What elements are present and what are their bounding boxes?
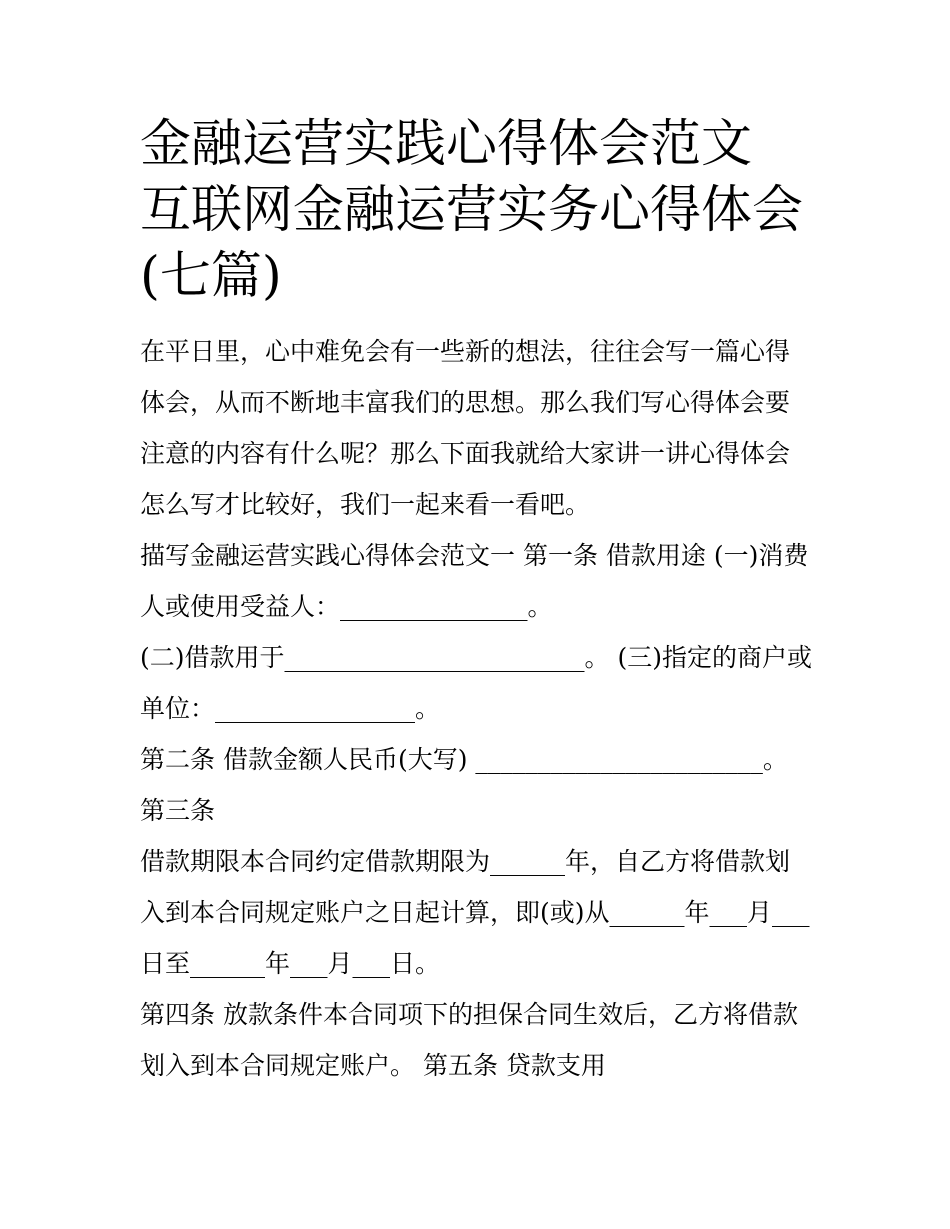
article-two-paragraph: 第二条 借款金额人民币(大写) _______________________。 第三条 bbox=[140, 745, 788, 825]
loan-term-paragraph: 借款期限本合同约定借款期限为______年，自乙方将借款划入到本合同规定账户之日起计算，即(或)从______年___月___日至______年___月___日。 bbox=[140, 847, 810, 978]
loan-purpose-paragraph: (二)借款用于________________________。 (三)指定的商户或单位：________________。 bbox=[140, 643, 812, 723]
intro-paragraph: 在平日里，心中难免会有一些新的想法，往往会写一篇心得体会，从而不断地丰富我们的思想。那么我们写心得体会要注意的内容有什么呢？那么下面我就给大家讲一讲心得体会怎么写才比较好，我们一起来看一看吧。 bbox=[140, 337, 791, 519]
document-title: 金融运营实践心得体会范文 互联网金融运营实务心得体会(七篇) bbox=[140, 115, 804, 306]
article-four-paragraph: 第四条 放款条件本合同项下的担保合同生效后，乙方将借款划入到本合同规定账户。 第五条 贷款支用 bbox=[140, 1000, 798, 1080]
article-one-paragraph: 描写金融运营实践心得体会范文一 第一条 借款用途 (一)消费人或使用受益人：_______________。 bbox=[140, 541, 809, 621]
document-page bbox=[140, 112, 812, 1091]
